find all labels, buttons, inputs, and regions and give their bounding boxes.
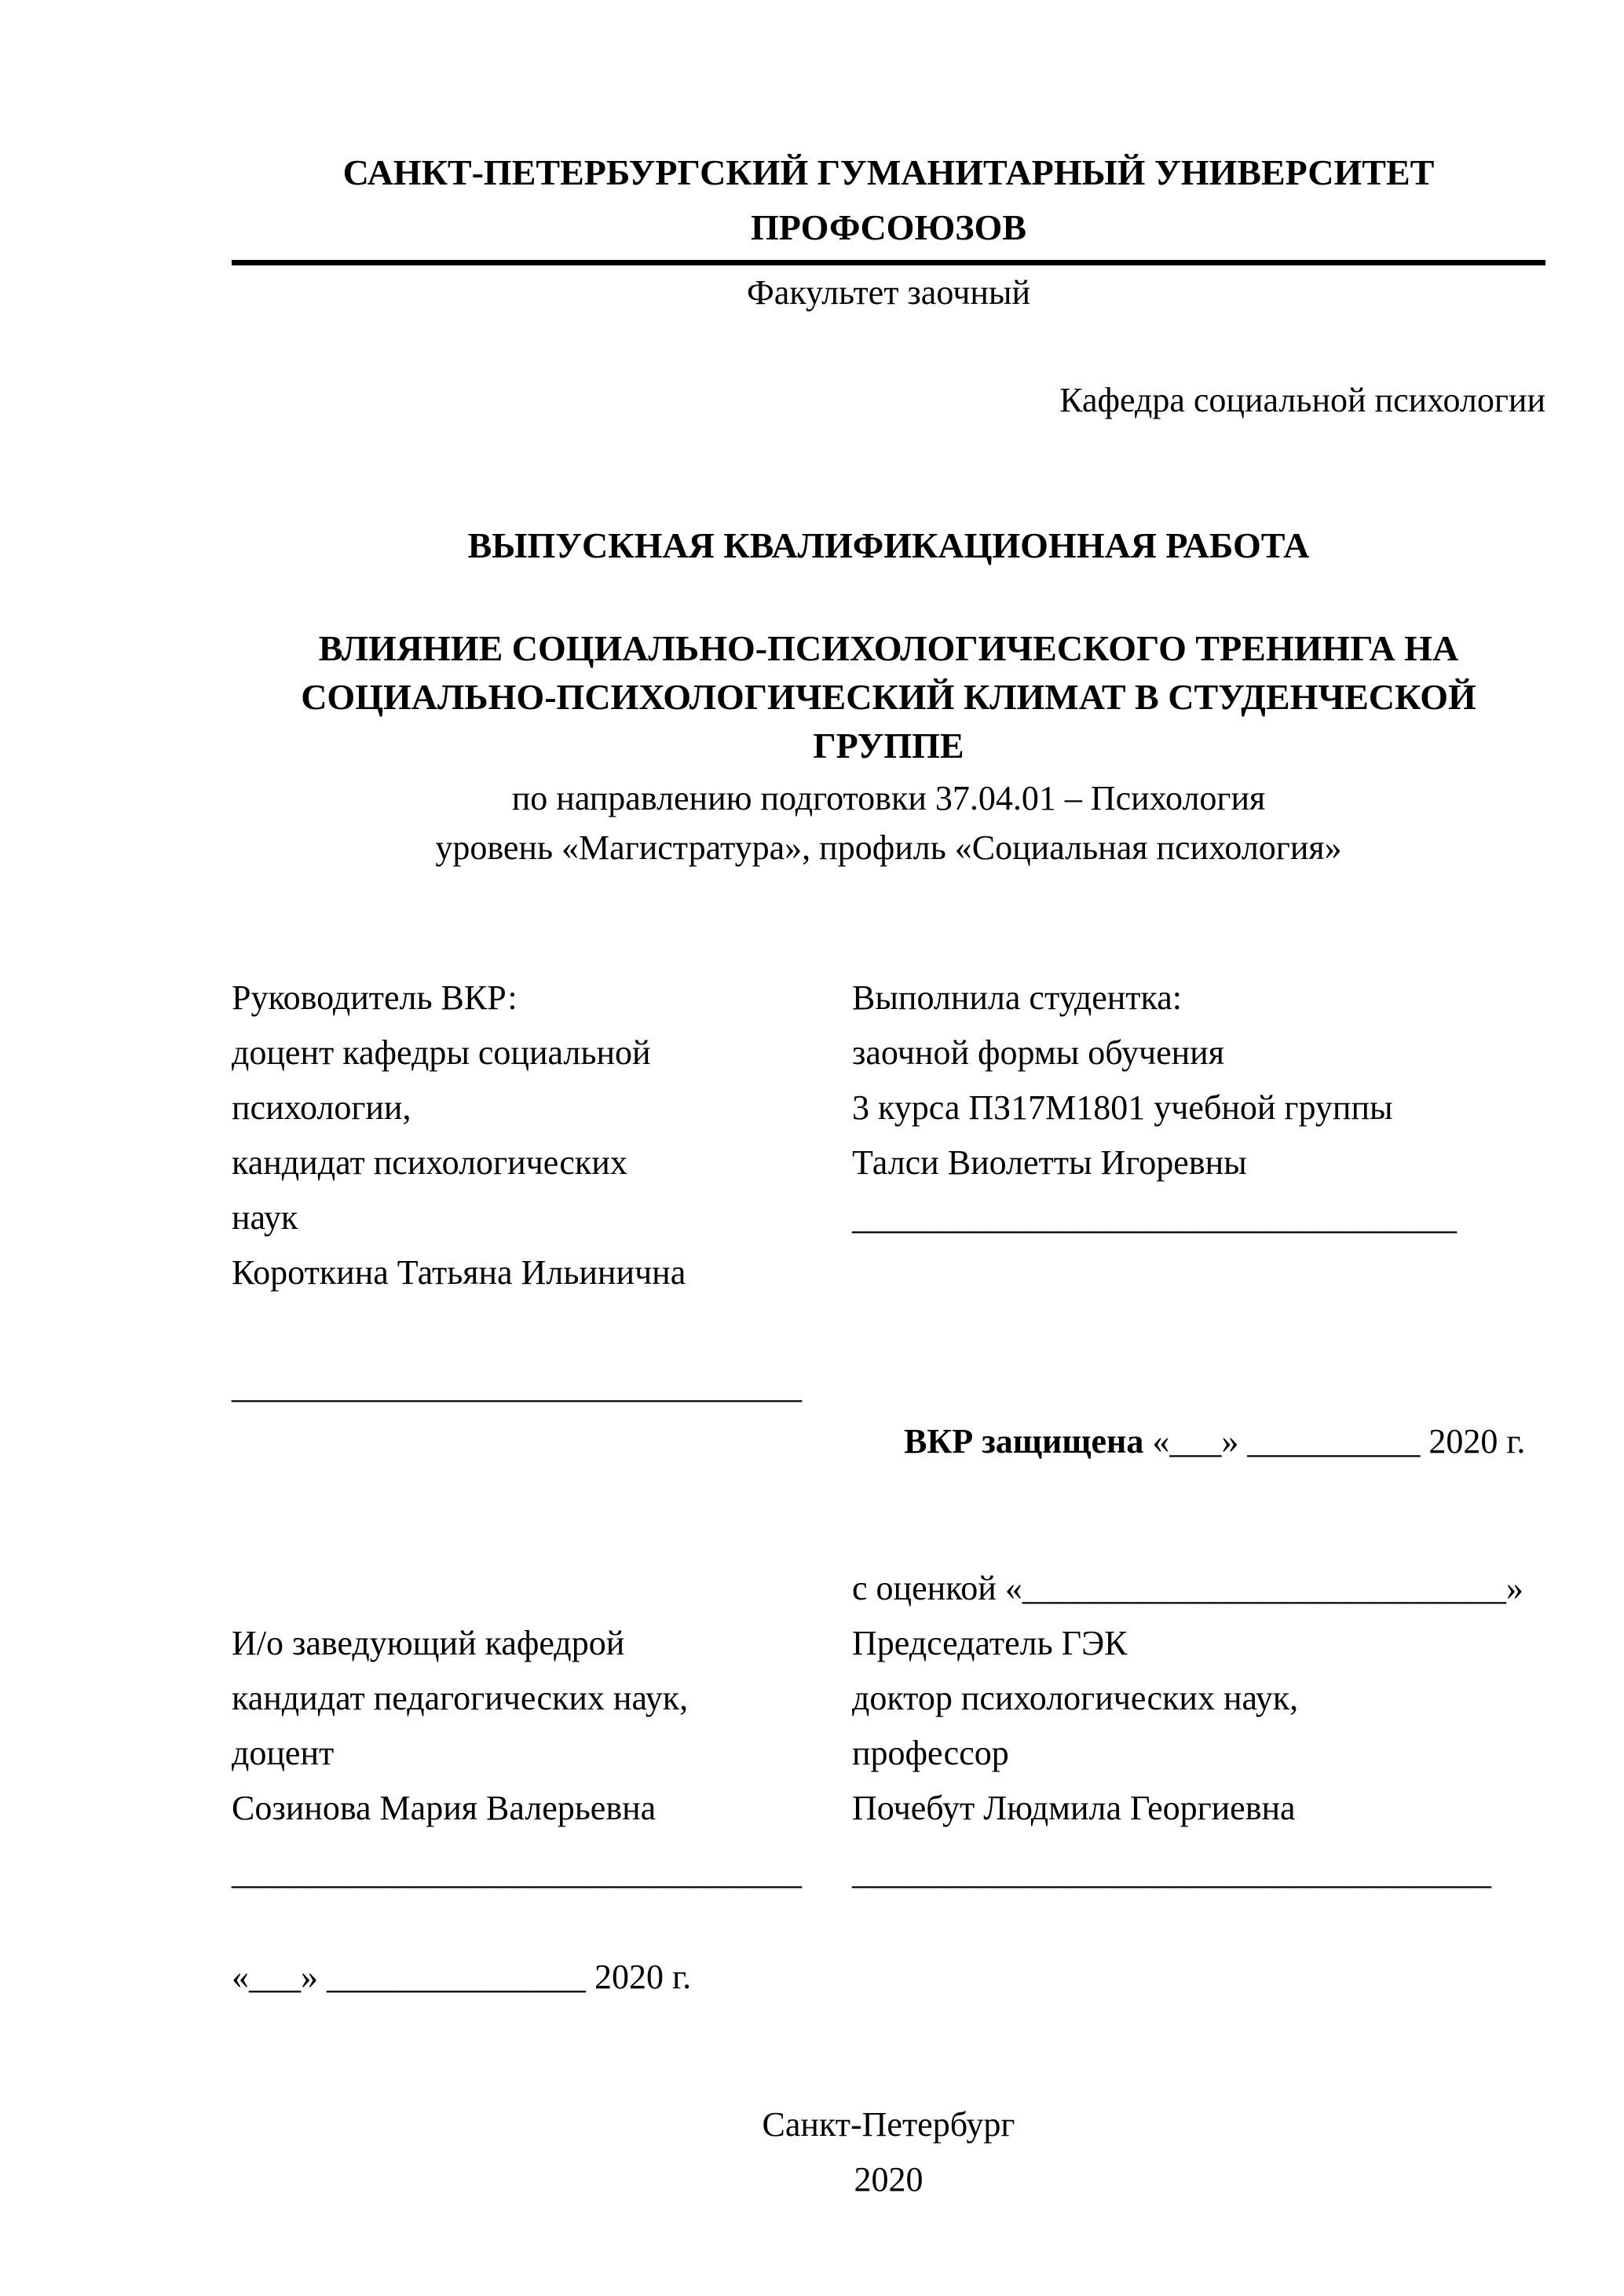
university-header <box>232 145 1545 265</box>
signature-lines-row <box>232 1845 1545 1900</box>
head-line: И/о заведующий кафедрой <box>232 1624 625 1662</box>
defense-row <box>232 1359 1545 1524</box>
head-date-line: «___» _______________ 2020 г. <box>232 1958 692 1996</box>
grade-row <box>232 1561 1545 1616</box>
defended-line <box>852 1359 1545 1524</box>
defended-label: ВКР защищена <box>904 1422 1144 1461</box>
gek-line: Председатель ГЭК <box>852 1624 1128 1662</box>
student-name: Талси Виолетты Игоревны <box>852 1143 1247 1182</box>
gek-signature-line: _____________________________________ <box>852 1853 1491 1892</box>
gek-name: Почебут Людмила Георгиевна <box>852 1789 1296 1827</box>
program-line: по направлению подготовки 37.04.01 – Психология <box>511 779 1266 817</box>
student-signature-line: ___________________________________ <box>852 1198 1457 1237</box>
year-line: 2020 <box>854 2160 924 2199</box>
university-name-line2: ПРОФСОЮЗОВ <box>751 207 1026 247</box>
department-line: Кафедра социальной психологии <box>1059 381 1545 419</box>
work-type-heading: ВЫПУСКНАЯ КВАЛИФИКАЦИОННАЯ РАБОТА <box>467 525 1310 565</box>
student-column <box>852 971 1545 1300</box>
grade-row-spacer <box>232 1561 852 1616</box>
head-line: кандидат педагогических наук, <box>232 1679 689 1717</box>
thesis-title-line1: ВЛИЯНИЕ СОЦИАЛЬНО-ПСИХОЛОГИЧЕСКОГО ТРЕНИНГА НА <box>318 628 1459 668</box>
supervisor-label: Руководитель ВКР: <box>232 978 518 1017</box>
supervisor-column <box>232 971 852 1300</box>
city-line: Санкт-Петербург <box>762 2105 1015 2144</box>
defended-date-blanks: «___» __________ 2020 г. <box>1143 1422 1526 1461</box>
student-label: Выполнила студентка: <box>852 978 1182 1017</box>
faculty-line: Факультет заочный <box>746 273 1030 312</box>
supervisor-line: наук <box>232 1198 298 1237</box>
student-line: заочной формы обучения <box>852 1033 1224 1072</box>
gek-chair-column <box>852 1616 1545 1836</box>
supervisor-line: кандидат психологических <box>232 1143 627 1182</box>
grade-line: с оценкой «____________________________» <box>852 1569 1523 1607</box>
student-line: 3 курса ПЗ17М1801 учебной группы <box>852 1088 1393 1127</box>
officials-block <box>232 1616 1545 1836</box>
signatories-block <box>232 971 1545 1300</box>
head-of-department-column <box>232 1616 852 1836</box>
university-name-line1: САНКТ-ПЕТЕРБУРГСКИЙ ГУМАНИТАРНЫЙ УНИВЕРСИТЕТ <box>342 152 1435 192</box>
supervisor-name: Короткина Татьяна Ильинична <box>232 1253 686 1292</box>
thesis-title-line3: ГРУППЕ <box>813 726 964 766</box>
head-name: Созинова Мария Валерьевна <box>232 1789 657 1827</box>
level-profile-line: уровень «Магистратура», профиль «Социальная психология» <box>435 828 1342 867</box>
thesis-title-line2: СОЦИАЛЬНО-ПСИХОЛОГИЧЕСКИЙ КЛИМАТ В СТУДЕНЧЕСКОЙ <box>301 677 1476 717</box>
supervisor-signature-line: _________________________________ <box>232 1367 802 1406</box>
supervisor-line: психологии, <box>232 1088 411 1127</box>
head-line: доцент <box>232 1734 335 1772</box>
head-signature-line: _________________________________ <box>232 1853 802 1892</box>
gek-line: профессор <box>852 1734 1009 1772</box>
supervisor-line: доцент кафедры социальной <box>232 1033 651 1072</box>
gek-line: доктор психологических наук, <box>852 1679 1299 1717</box>
thesis-title <box>232 624 1545 770</box>
